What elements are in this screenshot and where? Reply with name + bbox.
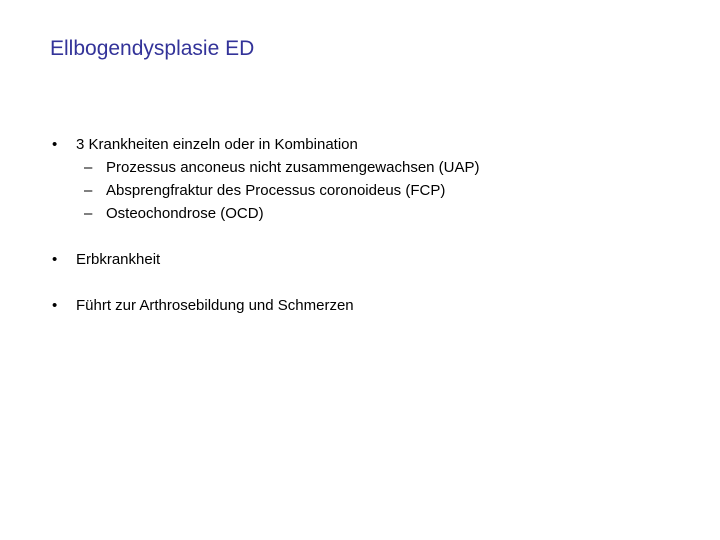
bullet-text: Erbkrankheit: [76, 251, 161, 268]
dash-icon: –: [84, 159, 93, 176]
dash-icon: –: [84, 205, 93, 222]
bullet-dot-icon: •: [52, 136, 58, 153]
bullet-text: 3 Krankheiten einzeln oder in Kombination: [76, 136, 358, 153]
bullet-dot-icon: •: [52, 297, 58, 314]
dash-icon: –: [84, 182, 93, 199]
slide-title: Ellbogendysplasie ED: [50, 37, 255, 60]
sub-bullet-text: Osteochondrose (OCD): [106, 205, 264, 222]
sub-bullet-text: Prozessus anconeus nicht zusammengewachsen (UAP): [106, 159, 480, 176]
bullet-text: Führt zur Arthrosebildung und Schmerzen: [76, 297, 354, 314]
sub-bullet-text: Absprengfraktur des Processus coronoideus (FCP): [106, 182, 446, 199]
bullet-dot-icon: •: [52, 251, 58, 268]
